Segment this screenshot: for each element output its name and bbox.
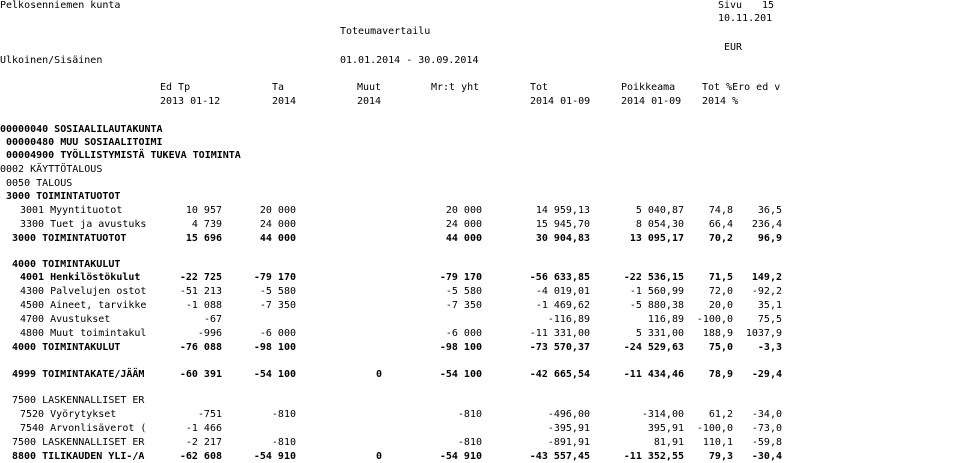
cell-ero: -92,2	[751, 286, 782, 297]
report-title: Toteumavertailu	[340, 26, 431, 37]
cell-poik: 5 040,87	[635, 205, 684, 216]
cell-mrt: -54 100	[439, 369, 482, 380]
cell-pct: 70,2	[708, 233, 733, 244]
cell-poik: 5 331,00	[635, 328, 684, 339]
table-row	[0, 232, 960, 245]
cell-ta: -54 910	[253, 451, 296, 462]
cell-ero: -73,0	[751, 423, 782, 434]
cell-ed: -996	[197, 328, 222, 339]
row-label: 7540 Arvonlisäverot (	[20, 423, 147, 434]
col-subheader-muut: 2014	[357, 96, 382, 107]
cell-mrt: 24 000	[445, 219, 482, 230]
cell-ta: -79 170	[253, 272, 296, 283]
row-label: 4500 Aineet, tarvikke	[20, 300, 147, 311]
cell-ed: 15 696	[185, 233, 222, 244]
col-header-muut: Muut	[357, 82, 382, 93]
cell-ta: -6 000	[259, 328, 296, 339]
cell-pct: 75,0	[708, 342, 733, 353]
cell-tot: -1 469,62	[535, 300, 590, 311]
cell-ero: 149,2	[751, 272, 782, 283]
cell-mrt: 44 000	[445, 233, 482, 244]
row-label: 3001 Myyntituotot	[20, 205, 123, 216]
table-row	[0, 368, 960, 381]
cell-poik: -22 536,15	[623, 272, 684, 283]
cell-ed: -751	[197, 409, 222, 420]
cell-poik: -1 560,99	[629, 286, 684, 297]
page-label: Sivu	[718, 0, 743, 11]
table-row	[0, 271, 960, 284]
cell-poik: 81,91	[653, 437, 684, 448]
row-label: 7500 LASKENNALLISET ER	[12, 395, 145, 406]
cell-tot: -56 633,85	[529, 272, 590, 283]
cell-poik: -11 352,55	[623, 451, 684, 462]
col-header-poikkeama: Poikkeama	[621, 82, 676, 93]
cell-pct: 61,2	[708, 409, 733, 420]
page-number: 15	[762, 0, 775, 11]
col-subheader-tot: 2014 01-09	[530, 96, 591, 107]
table-row	[0, 436, 960, 449]
cell-ta: -5 580	[259, 286, 296, 297]
cell-ed: -76 088	[179, 342, 222, 353]
row-label: 7520 Vyörytykset	[20, 409, 117, 420]
cell-ero: 1037,9	[745, 328, 782, 339]
cell-mrt: -810	[457, 437, 482, 448]
col-subheader-poikkeama: 2014 01-09	[621, 96, 682, 107]
cell-mrt: -5 580	[445, 286, 482, 297]
cell-ero: -30,4	[751, 451, 782, 462]
cell-tot: -73 570,37	[529, 342, 590, 353]
cell-ed: -67	[203, 314, 222, 325]
cell-ed: -22 725	[179, 272, 222, 283]
cell-ed: -1 466	[185, 423, 222, 434]
cell-mrt: -98 100	[439, 342, 482, 353]
table-row	[0, 422, 960, 435]
col-subheader-tot-pct: 2014 %	[702, 96, 739, 107]
cell-mrt: -7 350	[445, 300, 482, 311]
cell-mrt: 20 000	[445, 205, 482, 216]
row-label: 4700 Avustukset	[20, 314, 111, 325]
cell-poik: -5 880,38	[629, 300, 684, 311]
col-header-edtp: Ed Tp	[160, 82, 191, 93]
table-row	[0, 285, 960, 298]
cell-mrt: -6 000	[445, 328, 482, 339]
cell-poik: -11 434,46	[623, 369, 684, 380]
cell-pct: 110,1	[702, 437, 733, 448]
table-row	[0, 327, 960, 340]
cell-poik: 13 095,17	[629, 233, 684, 244]
cell-ed: -62 608	[179, 451, 222, 462]
table-row	[0, 258, 960, 271]
table-row	[0, 450, 960, 463]
row-label: 4800 Muut toimintakul	[20, 328, 147, 339]
cell-ta: -810	[271, 437, 296, 448]
row-label: 4999 TOIMINTAKATE/JÄÄM	[12, 369, 145, 380]
cell-pct: 188,9	[702, 328, 733, 339]
cell-ero: -59,8	[751, 437, 782, 448]
report-date: 10.11.201	[718, 13, 773, 24]
cell-ero: -3,3	[757, 342, 782, 353]
cell-pct: -100,0	[696, 423, 733, 434]
table-row	[0, 341, 960, 354]
cell-poik: 8 054,30	[635, 219, 684, 230]
cell-ed: -60 391	[179, 369, 222, 380]
col-header-ta: Ta	[272, 82, 285, 93]
cell-tot: 15 945,70	[535, 219, 590, 230]
cell-tot: -395,91	[547, 423, 590, 434]
row-label: 7500 LASKENNALLISET ER	[12, 437, 145, 448]
section-tyollistymista-tukeva-toiminta: 00004900 TYÖLLISTYMISTÄ TUKEVA TOIMINTA	[0, 150, 241, 161]
cell-ta: -98 100	[253, 342, 296, 353]
cell-ta: 20 000	[259, 205, 296, 216]
cell-mrt: -810	[457, 409, 482, 420]
cell-tot: -42 665,54	[529, 369, 590, 380]
table-row	[0, 218, 960, 231]
cell-ed: -2 217	[185, 437, 222, 448]
cell-ta: 24 000	[259, 219, 296, 230]
cell-tot: 14 959,13	[535, 205, 590, 216]
cell-muut: 0	[375, 369, 382, 380]
cell-pct: -100,0	[696, 314, 733, 325]
row-label: 4300 Palvelujen ostot	[20, 286, 147, 297]
cell-tot: -43 557,45	[529, 451, 590, 462]
cell-pct: 71,5	[708, 272, 733, 283]
cell-mrt: -54 910	[439, 451, 482, 462]
section-talous: 0050 TALOUS	[0, 178, 73, 189]
cell-ero: 96,9	[757, 233, 782, 244]
cell-ed: 4 739	[191, 219, 222, 230]
report-period: 01.01.2014 - 30.09.2014	[340, 55, 479, 66]
cell-poik: -24 529,63	[623, 342, 684, 353]
cell-ero: 35,1	[757, 300, 782, 311]
cell-poik: 395,91	[647, 423, 684, 434]
cell-ta: -7 350	[259, 300, 296, 311]
cell-muut: 0	[375, 451, 382, 462]
row-label: 4001 Henkilöstökulut	[20, 272, 141, 283]
table-row	[0, 204, 960, 217]
table-row	[0, 313, 960, 326]
cell-ta: -810	[271, 409, 296, 420]
organization-name: Pelkosenniemen kunta	[0, 0, 121, 11]
cell-poik: -314,00	[641, 409, 684, 420]
row-label: 3300 Tuet ja avustuks	[20, 219, 147, 230]
col-header-mrt: Mr:t yht	[431, 82, 480, 93]
cell-pct: 72,0	[708, 286, 733, 297]
cell-ero: -29,4	[751, 369, 782, 380]
report-scope: Ulkoinen/Sisäinen	[0, 55, 103, 66]
cell-pct: 74,8	[708, 205, 733, 216]
section-muu-sosiaalitoimi: 00000480 MUU SOSIAALITOIMI	[0, 137, 163, 148]
cell-tot: 30 904,83	[535, 233, 590, 244]
cell-pct: 79,3	[708, 451, 733, 462]
cell-ero: 36,5	[757, 205, 782, 216]
section-kayttotalous: 0002 KÄYTTÖTALOUS	[0, 164, 103, 175]
cell-ero: -34,0	[751, 409, 782, 420]
cell-pct: 78,9	[708, 369, 733, 380]
row-label: 4000 TOIMINTAKULUT	[12, 342, 121, 353]
cell-poik: 116,89	[647, 314, 684, 325]
cell-mrt: -79 170	[439, 272, 482, 283]
cell-pct: 66,4	[708, 219, 733, 230]
cell-ta: -54 100	[253, 369, 296, 380]
table-row	[0, 299, 960, 312]
cell-ta: 44 000	[259, 233, 296, 244]
cell-ed: -51 213	[179, 286, 222, 297]
cell-tot: -891,91	[547, 437, 590, 448]
section-sosiaalilautakunta: 00000040 SOSIAALILAUTAKUNTA	[0, 124, 163, 135]
col-subheader-ta: 2014	[272, 96, 297, 107]
currency-label: EUR	[724, 42, 743, 53]
cell-ed: -1 088	[185, 300, 222, 311]
row-label: 8800 TILIKAUDEN YLI-/A	[12, 451, 145, 462]
cell-ed: 10 957	[185, 205, 222, 216]
row-label: 3000 TOIMINTATUOTOT	[12, 233, 127, 244]
cell-ero: 236,4	[751, 219, 782, 230]
cell-tot: -496,00	[547, 409, 590, 420]
table-row	[0, 408, 960, 421]
col-subheader-edtp: 2013 01-12	[160, 96, 221, 107]
cell-tot: -116,89	[547, 314, 590, 325]
col-header-tot: Tot	[530, 82, 549, 93]
col-header-tot-pct: Tot %Ero ed v	[702, 82, 781, 93]
cell-ero: 75,5	[757, 314, 782, 325]
section-toimintatuotot: 3000 TOIMINTATUOTOT	[0, 191, 121, 202]
cell-pct: 20,0	[708, 300, 733, 311]
table-row	[0, 394, 960, 407]
row-label: 4000 TOIMINTAKULUT	[12, 259, 121, 270]
cell-tot: -4 019,01	[535, 286, 590, 297]
cell-tot: -11 331,00	[529, 328, 590, 339]
